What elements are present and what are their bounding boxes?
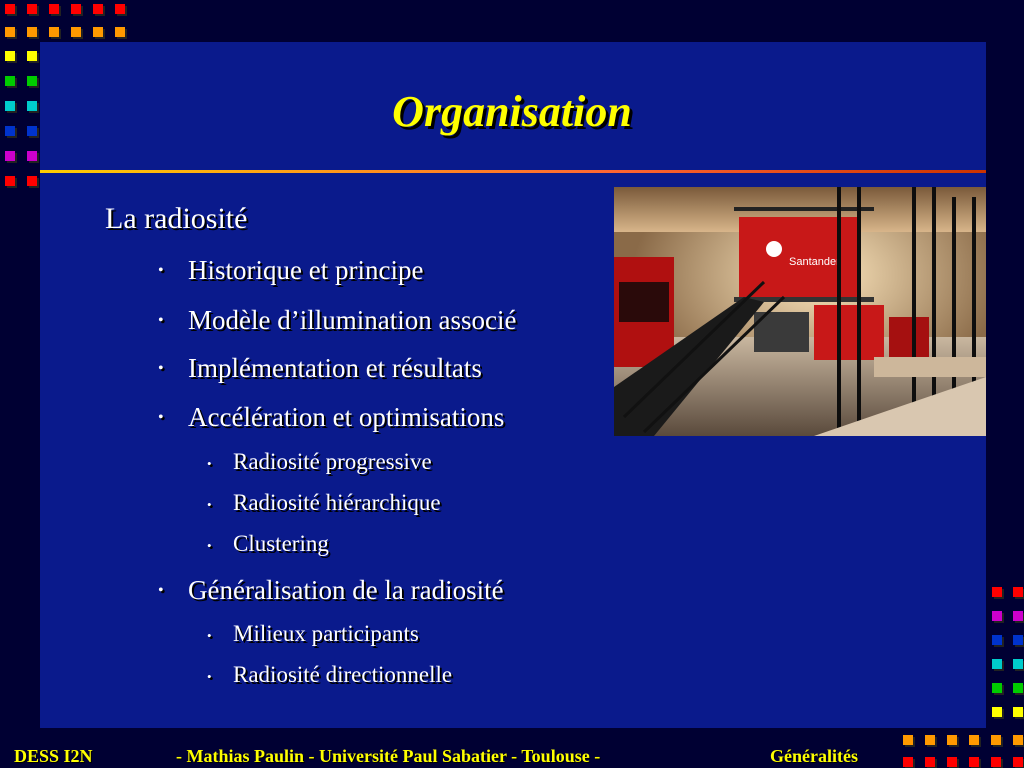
sub-bullet-glyph: • — [207, 628, 212, 643]
subitem-clustering: Clustering — [233, 531, 329, 556]
decorative-square — [947, 735, 957, 745]
item-implementation: Implémentation et résultats — [188, 353, 482, 383]
decorative-square — [5, 151, 15, 161]
interior-render-illustration — [614, 187, 986, 436]
subitem-milieux: Milieux participants — [233, 621, 419, 646]
decorative-square — [71, 27, 81, 37]
decorative-square — [992, 635, 1002, 645]
bullet-glyph: • — [158, 582, 164, 599]
decorative-square — [991, 757, 1001, 767]
decorative-square — [969, 735, 979, 745]
sub-bullet-glyph: • — [207, 456, 212, 471]
decorative-square — [903, 735, 913, 745]
decorative-square — [27, 51, 37, 61]
footer-course: DESS I2N — [14, 746, 93, 766]
item-modele: Modèle d’illumination associé — [188, 305, 517, 335]
subitem-directionnelle: Radiosité directionnelle — [233, 662, 453, 687]
decorative-square — [925, 735, 935, 745]
decorative-square — [1013, 635, 1023, 645]
sub-bullet-glyph: • — [207, 538, 212, 553]
footer-author: - Mathias Paulin - Université Paul Sabatier - Toulouse - — [176, 746, 601, 766]
decorative-square — [903, 757, 913, 767]
decorative-square — [27, 176, 37, 186]
bullet-glyph: • — [158, 312, 164, 329]
decorative-square — [1013, 683, 1023, 693]
decorative-square — [49, 27, 59, 37]
decorative-square — [27, 27, 37, 37]
decorative-square — [925, 757, 935, 767]
decorative-square — [71, 4, 81, 14]
decorative-square — [1013, 735, 1023, 745]
bullet-glyph: • — [158, 409, 164, 426]
bullet-glyph: • — [158, 360, 164, 377]
title-divider — [40, 170, 986, 173]
decorative-square — [27, 151, 37, 161]
heading-radiosite: La radiosité — [105, 202, 248, 235]
decorative-square — [5, 4, 15, 14]
decorative-square — [27, 4, 37, 14]
decorative-square — [5, 51, 15, 61]
santander-sign-text: Santander — [789, 256, 840, 268]
item-historique: Historique et principe — [188, 255, 424, 285]
item-acceleration: Accélération et optimisations — [188, 402, 505, 432]
decorative-square — [1013, 587, 1023, 597]
footer-section: Généralités — [770, 746, 858, 766]
subitem-progressive: Radiosité progressive — [233, 449, 432, 474]
sub-bullet-glyph: • — [207, 497, 212, 512]
decorative-square — [93, 27, 103, 37]
decorative-square — [115, 4, 125, 14]
decorative-square — [1013, 707, 1023, 717]
decorative-square — [992, 587, 1002, 597]
decorative-square — [992, 683, 1002, 693]
decorative-square — [93, 4, 103, 14]
slide-title: Organisation — [392, 87, 632, 136]
radiosity-render-image — [614, 187, 986, 436]
decorative-square — [5, 76, 15, 86]
decorative-square — [991, 735, 1001, 745]
decorative-square — [5, 176, 15, 186]
item-generalisation: Généralisation de la radiosité — [188, 575, 504, 605]
decorative-square — [115, 27, 125, 37]
subitem-hierarchique: Radiosité hiérarchique — [233, 490, 441, 515]
decorative-square — [992, 659, 1002, 669]
decorative-square — [49, 4, 59, 14]
decorative-square — [992, 707, 1002, 717]
bullet-glyph: • — [158, 262, 164, 279]
decorative-square — [969, 757, 979, 767]
decorative-square — [1013, 659, 1023, 669]
decorative-square — [1013, 757, 1023, 767]
sub-bullet-glyph: • — [207, 669, 212, 684]
decorative-square — [947, 757, 957, 767]
decorative-square — [992, 611, 1002, 621]
decorative-square — [1013, 611, 1023, 621]
decorative-square — [27, 76, 37, 86]
decorative-square — [5, 27, 15, 37]
